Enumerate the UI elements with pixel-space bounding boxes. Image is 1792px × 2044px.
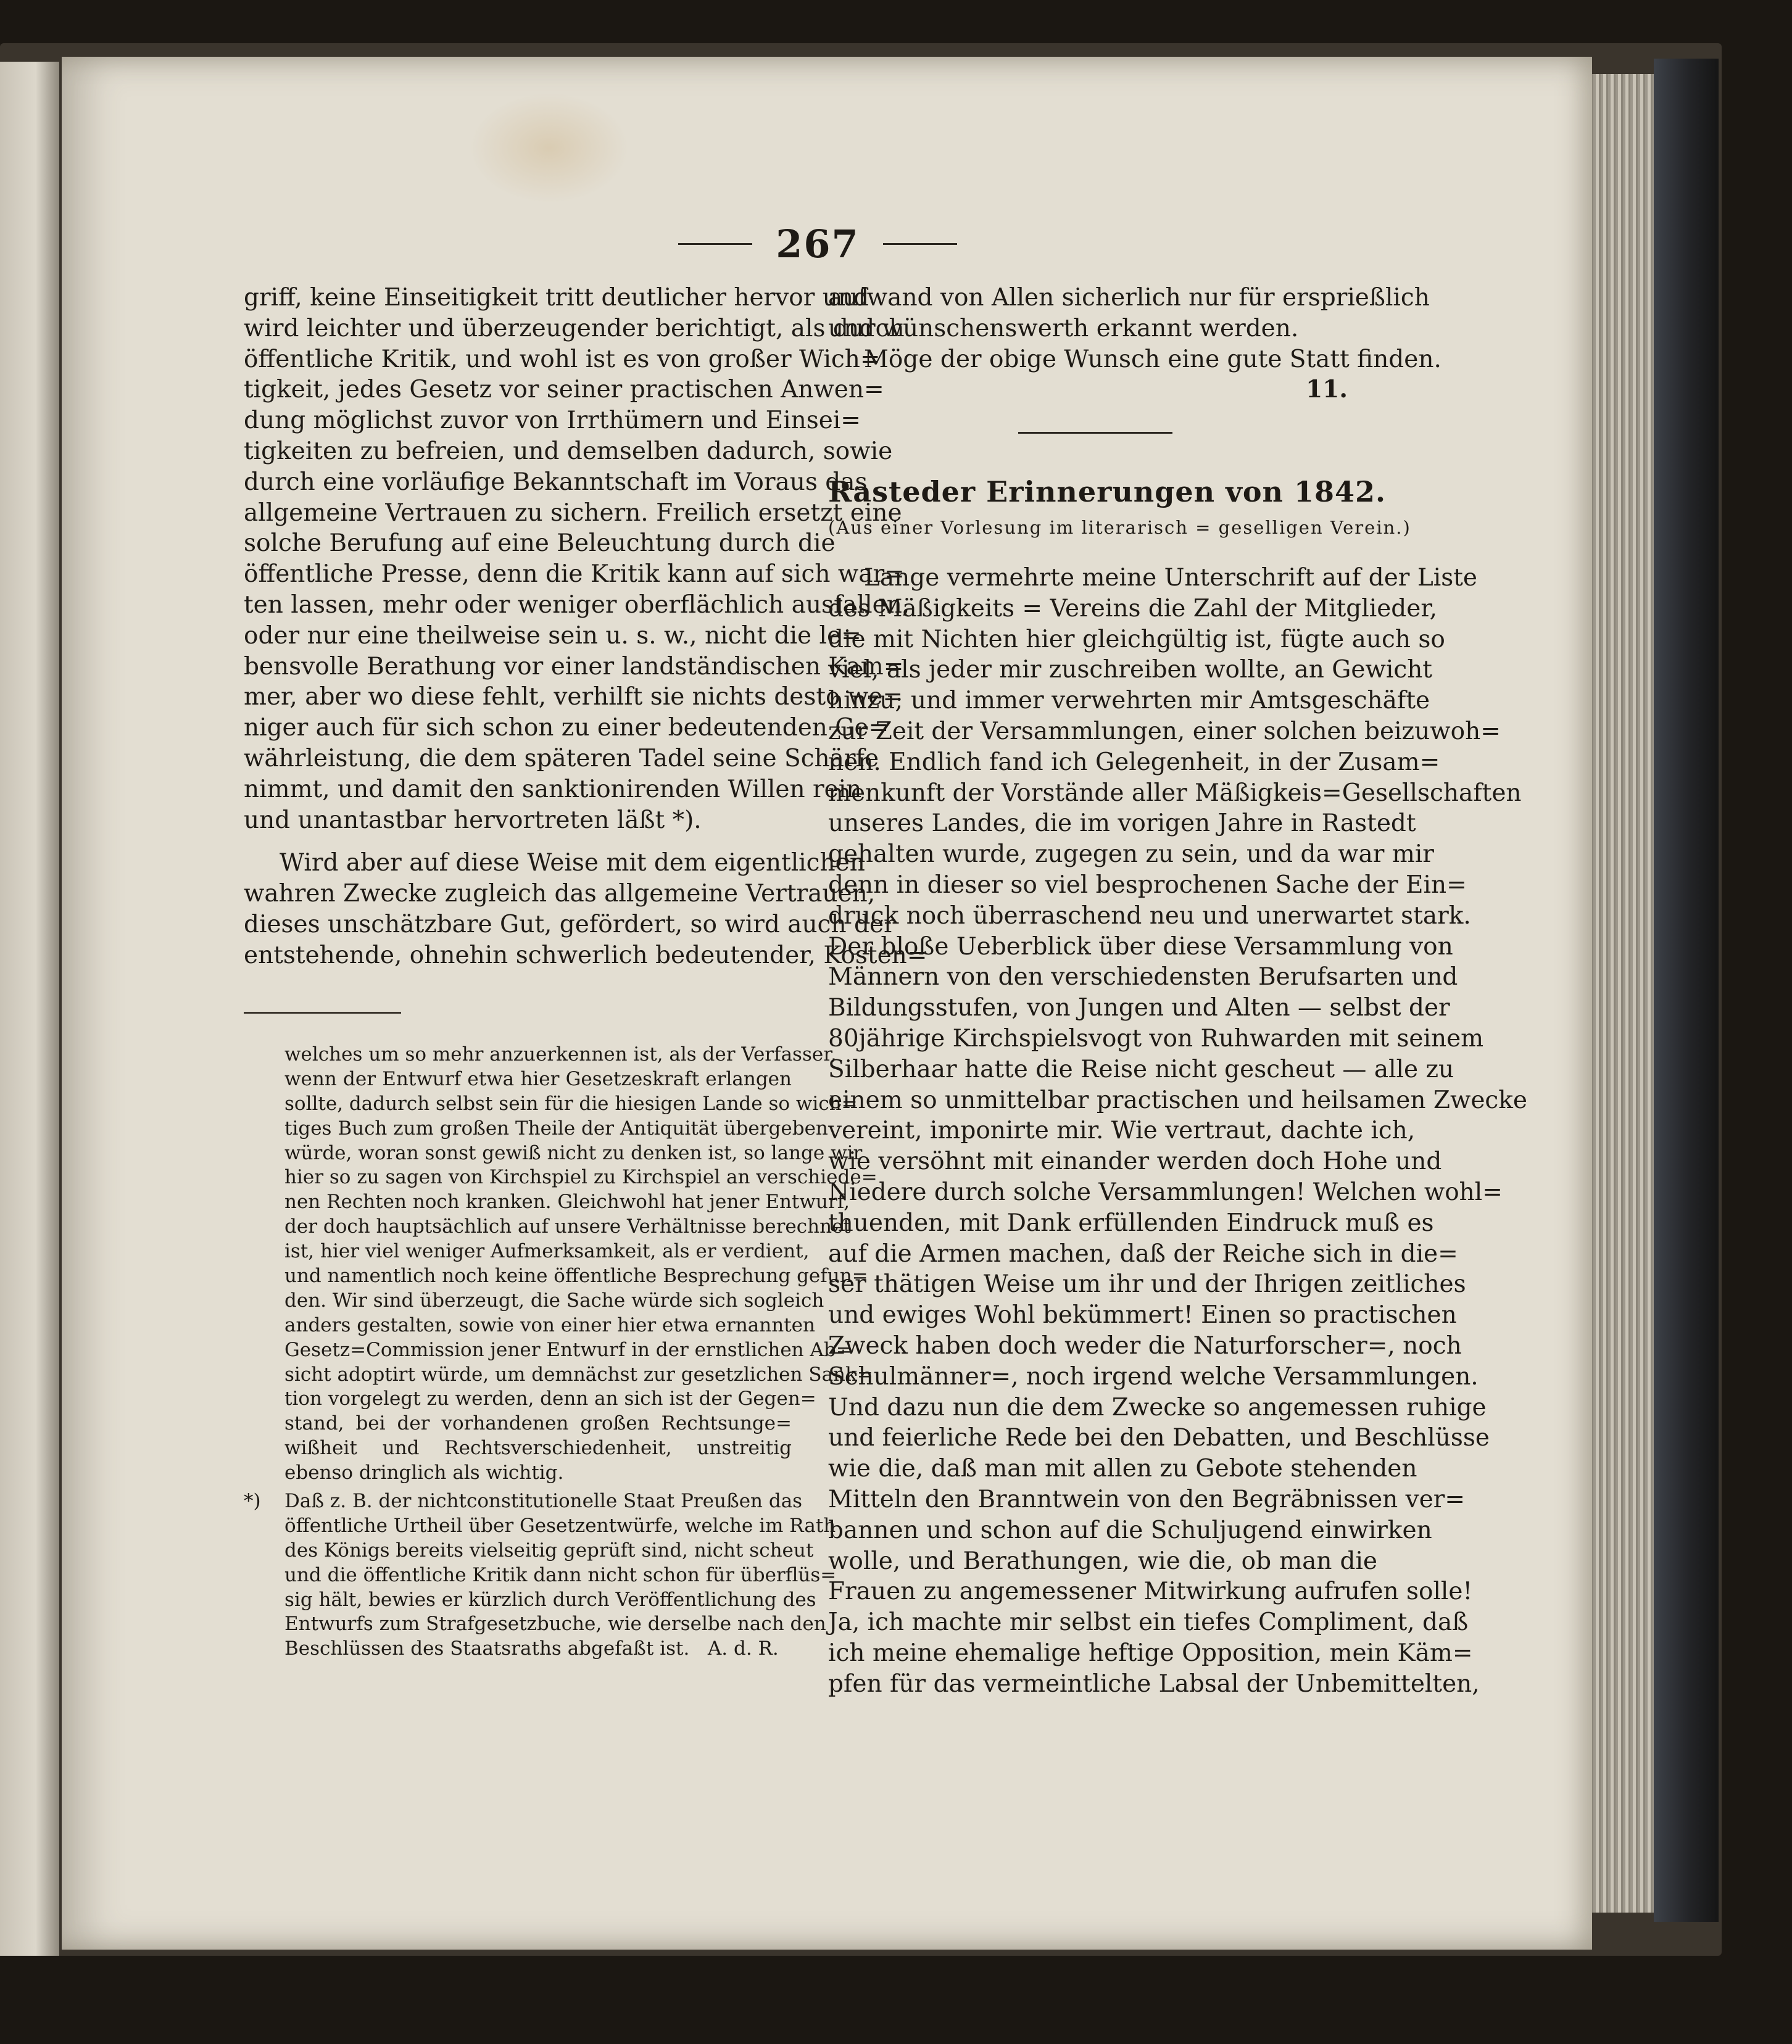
author-signature: 11. [1306,375,1348,404]
text-line: wolle, und Berathungen, wie die, ob man die [828,1547,1377,1575]
article-body [828,563,1527,1699]
footnote-line: welches um so mehr anzuerkennen ist, als der Verfasser, [284,1043,837,1065]
text-line: und wünschenswerth erkannt werden. [828,314,1299,342]
footnote-line: nen Rechten noch kranken. Gleichwohl hat jener Entwurf, [284,1191,850,1214]
text-line: durch eine vorläufige Bekanntschaft im Voraus das [244,468,868,496]
signoff-row [828,374,1377,405]
text-line: hinzu; und immer verwehrten mir Amtsgeschäfte [828,687,1430,715]
text-line: Schulmänner=, noch irgend welche Versammlungen. [828,1362,1479,1391]
text-line: solche Berufung auf eine Beleuchtung durch die [244,529,836,558]
footnote-line: und namentlich noch keine öffentliche Besprechung gefun= [284,1265,868,1288]
text-line: nimmt, und damit den sanktionirenden Willen rein [244,775,862,803]
text-line: des Mäßigkeits = Vereins die Zahl der Mitglieder, [828,594,1438,623]
text-line: Ja, ich machte mir selbst ein tiefes Compliment, daß [828,1608,1469,1637]
text-line: Niedere durch solche Versammlungen! Welchen wohl= [828,1178,1503,1206]
footnote-rule [244,1012,401,1014]
text-line: und unantastbar hervortreten läßt *). [244,806,702,834]
text-line: Wird aber auf diese Weise mit dem eigentlichen [280,849,865,877]
text-line: Möge der obige Wunsch eine gute Statt finden. [864,345,1441,373]
text-line: wird leichter und überzeugender berichtigt, als durch [244,314,905,342]
text-line: menkunft der Vorstände aller Mäßigkeis=Gesellschaften [828,779,1522,807]
text-line: Der bloße Ueberblick über diese Versammlung von [828,932,1453,961]
text-line: vereint, imponirte mir. Wie vertraut, dachte ich, [828,1117,1416,1145]
footnote-line: tiges Buch zum großen Theile der Antiquität übergeben [284,1117,828,1140]
book-cover-edge [1654,59,1719,1922]
text-line: pfen für das vermeintliche Labsal der Unbemittelten, [828,1670,1480,1698]
article-subtitle: (Aus einer Vorlesung im literarisch = geselligen Verein.) [828,517,1411,538]
text-line: gehalten wurde, zugegen zu sein, und da war mir [828,840,1434,869]
text-line: Lange vermehrte meine Unterschrift auf der Liste [864,564,1477,592]
footnote-line: den. Wir sind überzeugt, die Sache würde sich sogleich [284,1289,824,1312]
footnote-line: Gesetz=Commission jener Entwurf in der ernstlichen Ab= [284,1338,852,1361]
text-line: Männern von den verschiedensten Berufsarten und [828,963,1458,991]
text-line: unseres Landes, die im vorigen Jahre in Rastedt [828,809,1416,838]
footnote-line: anders gestalten, sowie von einer hier etwa ernannten [284,1314,815,1336]
page-number: 267 [776,221,860,267]
text-line: auf die Armen machen, daß der Reiche sich in die= [828,1239,1458,1268]
text-line: tigkeiten zu befreien, und demselben dadurch, sowie [244,437,893,465]
section-divider [1018,432,1172,434]
footnote-line: ist, hier viel weniger Aufmerksamkeit, als er verdient, [284,1240,810,1263]
footnote-line: ebenso dringlich als wichtig. [284,1462,564,1484]
footnote-line: sicht adoptirt würde, um demnächst zur gesetzlichen Sank= [284,1363,873,1386]
footnote-line: Entwurfs zum Strafgesetzbuche, wie derselbe nach den [284,1613,826,1636]
footnote-line: stand, bei der vorhandenen großen Rechtsunge= [284,1412,792,1435]
text-line: 80jährige Kirchspielsvogt von Ruhwarden mit seinem [828,1024,1484,1053]
text-line: ich meine ehemalige heftige Opposition, mein Käm= [828,1639,1473,1667]
right-column [828,283,1441,405]
text-line: dung möglichst zuvor von Irrthümern und Einsei= [244,407,861,435]
article-title: Rasteder Erinnerungen von 1842. [828,475,1387,508]
text-line: entstehende, ohnehin schwerlich bedeutender, Kosten= [244,941,927,969]
footnote-line: öffentliche Urtheil über Gesetzentwürfe, welche im Rath [284,1514,836,1537]
text-line: tigkeit, jedes Gesetz vor seiner practischen Anwen= [244,376,884,404]
text-line: griff, keine Einseitigkeit tritt deutlicher hervor und [244,284,869,312]
text-line: bensvolle Berathung vor einer landständischen Kam= [244,652,904,681]
footnote-line: der doch hauptsächlich auf unsere Verhältnisse berechnet [284,1215,851,1238]
text-line: öffentliche Kritik, und wohl ist es von großer Wich= [244,345,881,373]
footnote-line: sig hält, bewies er kürzlich durch Veröffentlichung des [284,1588,816,1611]
text-line: wie versöhnt mit einander werden doch Hohe und [828,1148,1442,1176]
text-line: aufwand von Allen sicherlich nur für ersprießlich [828,284,1430,312]
footnote-line: und die öffentliche Kritik dann nicht schon für überflüs= [284,1563,837,1586]
header-rule-right [883,243,957,245]
text-line: druck noch überraschend neu und unerwartet stark. [828,901,1471,930]
text-line: viel, als jeder mir zuschreiben wollte, an Gewicht [828,656,1432,684]
footnotes [244,1043,877,1661]
footnote-marker: *) [244,1490,261,1513]
text-line: wahren Zwecke zugleich das allgemeine Vertrauen, [244,880,876,908]
text-line: einem so unmittelbar practischen und heilsamen Zwecke [828,1086,1527,1114]
text-line: Bildungsstufen, von Jungen und Alten — selbst der [828,994,1450,1022]
text-line: ser thätigen Weise um ihr und der Ihrigen zeitliches [828,1270,1466,1299]
header-rule-left [678,243,752,245]
footnote-line: wenn der Entwurf etwa hier Gesetzeskraft erlangen [284,1067,792,1090]
text-line: Zweck haben doch weder die Naturforscher=, noch [828,1331,1462,1360]
text-line: mer, aber wo diese fehlt, verhilft sie nichts desto we= [244,683,903,711]
paper-stain [469,93,629,204]
footnote-line: sollte, dadurch selbst sein für die hiesigen Lande so wich= [284,1092,858,1115]
footnote-line: Daß z. B. der nichtconstitutionelle Staat Preußen das [284,1490,803,1513]
text-line: währleistung, die dem späteren Tadel seine Schärfe [244,744,879,772]
footnote-line: hier so zu sagen von Kirchspiel zu Kirchspiel an verschiede= [284,1166,877,1189]
text-line: Silberhaar hatte die Reise nicht gescheut — alle zu [828,1055,1454,1083]
text-line: ten lassen, mehr oder weniger oberflächlich ausfallen, [244,590,910,619]
footnote-line: wißheit und Rechtsverschiedenheit, unstreitig [284,1437,792,1460]
text-line: thuenden, mit Dank erfüllenden Eindruck muß es [828,1209,1434,1237]
left-column [244,283,927,971]
text-line: niger auch für sich schon zu einer bedeutenden Ge= [244,714,889,742]
text-line: die mit Nichten hier gleichgültig ist, fügte auch so [828,625,1445,653]
page-header [657,210,978,278]
footnote-star [244,1489,837,1661]
text-line: wie die, daß man mit allen zu Gebote stehenden [828,1455,1417,1483]
facing-page-edge [0,62,59,1956]
text-line: Und dazu nun die dem Zwecke so angemessen ruhige [828,1393,1487,1421]
text-line: Frauen zu angemessener Mitwirkung aufrufen solle! [828,1578,1473,1606]
text-line: zur Zeit der Versammlungen, einer solchen beizuwoh= [828,717,1501,745]
text-line: öffentliche Presse, denn die Kritik kann auf sich war= [244,560,905,589]
text-line: oder nur eine theilweise sein u. s. w., nicht die le= [244,621,861,650]
footnote-line: tion vorgelegt zu werden, denn an sich ist der Gegen= [284,1388,816,1410]
text-line: denn in dieser so viel besprochenen Sache der Ein= [828,871,1467,899]
text-line: dieses unschätzbare Gut, gefördert, so wird auch der [244,910,895,938]
footnote-line: des Königs bereits vielseitig geprüft sind, nicht scheut [284,1539,814,1562]
text-line: allgemeine Vertrauen zu sichern. Freilich ersetzt eine [244,499,902,527]
text-line: Mitteln den Branntwein von den Begräbnissen ver= [828,1485,1466,1513]
text-line: und feierliche Rede bei den Debatten, und Beschlüsse [828,1424,1490,1452]
text-line: und ewiges Wohl bekümmert! Einen so practischen [828,1301,1457,1330]
footnote-line: würde, woran sonst gewiß nicht zu denken ist, so lange wir [284,1141,863,1164]
text-line: nen. Endlich fand ich Gelegenheit, in der Zusam= [828,748,1440,776]
footnote-line: Beschlüssen des Staatsraths abgefaßt ist. A. d. R. [284,1637,779,1660]
text-line: bannen und schon auf die Schuljugend einwirken [828,1516,1432,1544]
